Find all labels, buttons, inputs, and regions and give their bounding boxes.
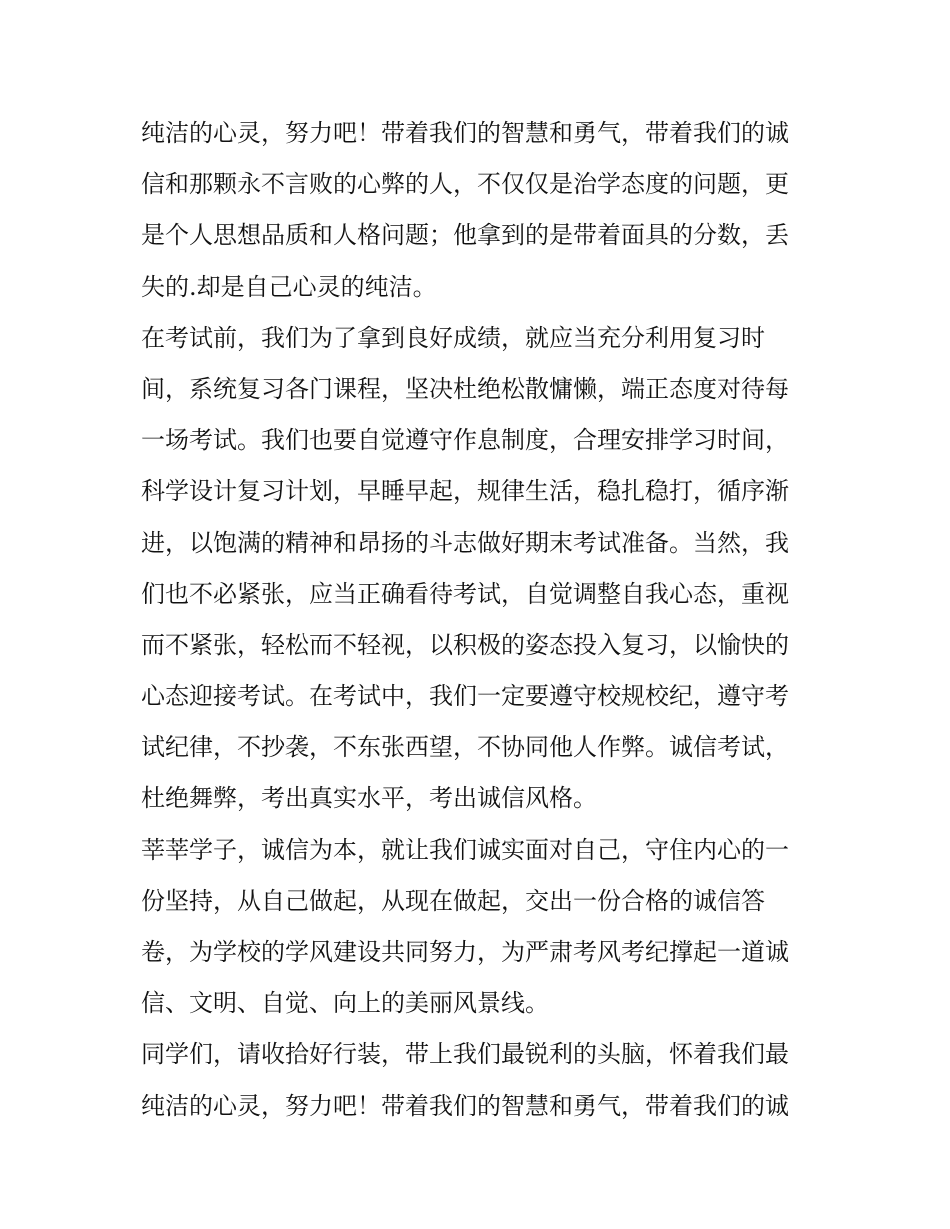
text-line: 在考试前，我们为了拿到良好成绩，就应当充分利用复习时 bbox=[141, 323, 765, 352]
text-line: 试纪律，不抄袭，不东张西望，不协同他人作弊。诚信考试， bbox=[141, 733, 789, 762]
text-line: 科学设计复习计划，早睡早起，规律生活，稳扎稳打，循序渐 bbox=[141, 477, 789, 506]
text-line: 们也不必紧张，应当正确看待考试，自觉调整自我心态，重视 bbox=[141, 579, 789, 608]
text-line: 信和那颗永不言败的心弊的人，不仅仅是治学态度的问题，更 bbox=[141, 170, 789, 199]
text-line: 同学们，请收拾好行装，带上我们最锐利的头脑，怀着我们最 bbox=[141, 1040, 789, 1069]
text-line: 心态迎接考试。在考试中，我们一定要遵守校规校纪，遵守考 bbox=[141, 682, 789, 711]
text-line: 进，以饱满的精神和昂扬的斗志做好期末考试准备。当然，我 bbox=[141, 528, 789, 557]
text-line: 一场考试。我们也要自觉遵守作息制度，合理安排学习时间， bbox=[141, 426, 789, 455]
text-line: 卷，为学校的学风建设共同努力，为严肃考风考纪撑起一道诚 bbox=[141, 938, 789, 966]
text-line: 间，系统复习各门课程，坚决杜绝松散慵懒，端正态度对待每 bbox=[141, 374, 789, 403]
text-line: 失的.却是自己心灵的纯洁。 bbox=[141, 272, 437, 301]
text-line: 份坚持，从自己做起，从现在做起，交出一份合格的诚信答 bbox=[141, 886, 765, 915]
text-line: 杜绝舞弊，考出真实水平，考出诚信风格。 bbox=[141, 784, 597, 813]
text-line: 而不紧张，轻松而不轻视，以积极的姿态投入复习，以愉快的 bbox=[141, 630, 789, 659]
text-line: 纯洁的心灵，努力吧！带着我们的智慧和勇气，带着我们的诚 bbox=[141, 119, 789, 147]
text-line: 信、文明、自觉、向上的美丽风景线。 bbox=[141, 989, 549, 1018]
text-line: 是个人思想品质和人格问题；他拿到的是带着面具的分数，丢 bbox=[141, 221, 789, 250]
text-line: 莘莘学子，诚信为本，就让我们诚实面对自己，守住内心的一 bbox=[141, 835, 789, 864]
text-line: 纯洁的心灵，努力吧！带着我们的智慧和勇气，带着我们的诚 bbox=[141, 1091, 789, 1120]
body-text bbox=[141, 108, 813, 1132]
